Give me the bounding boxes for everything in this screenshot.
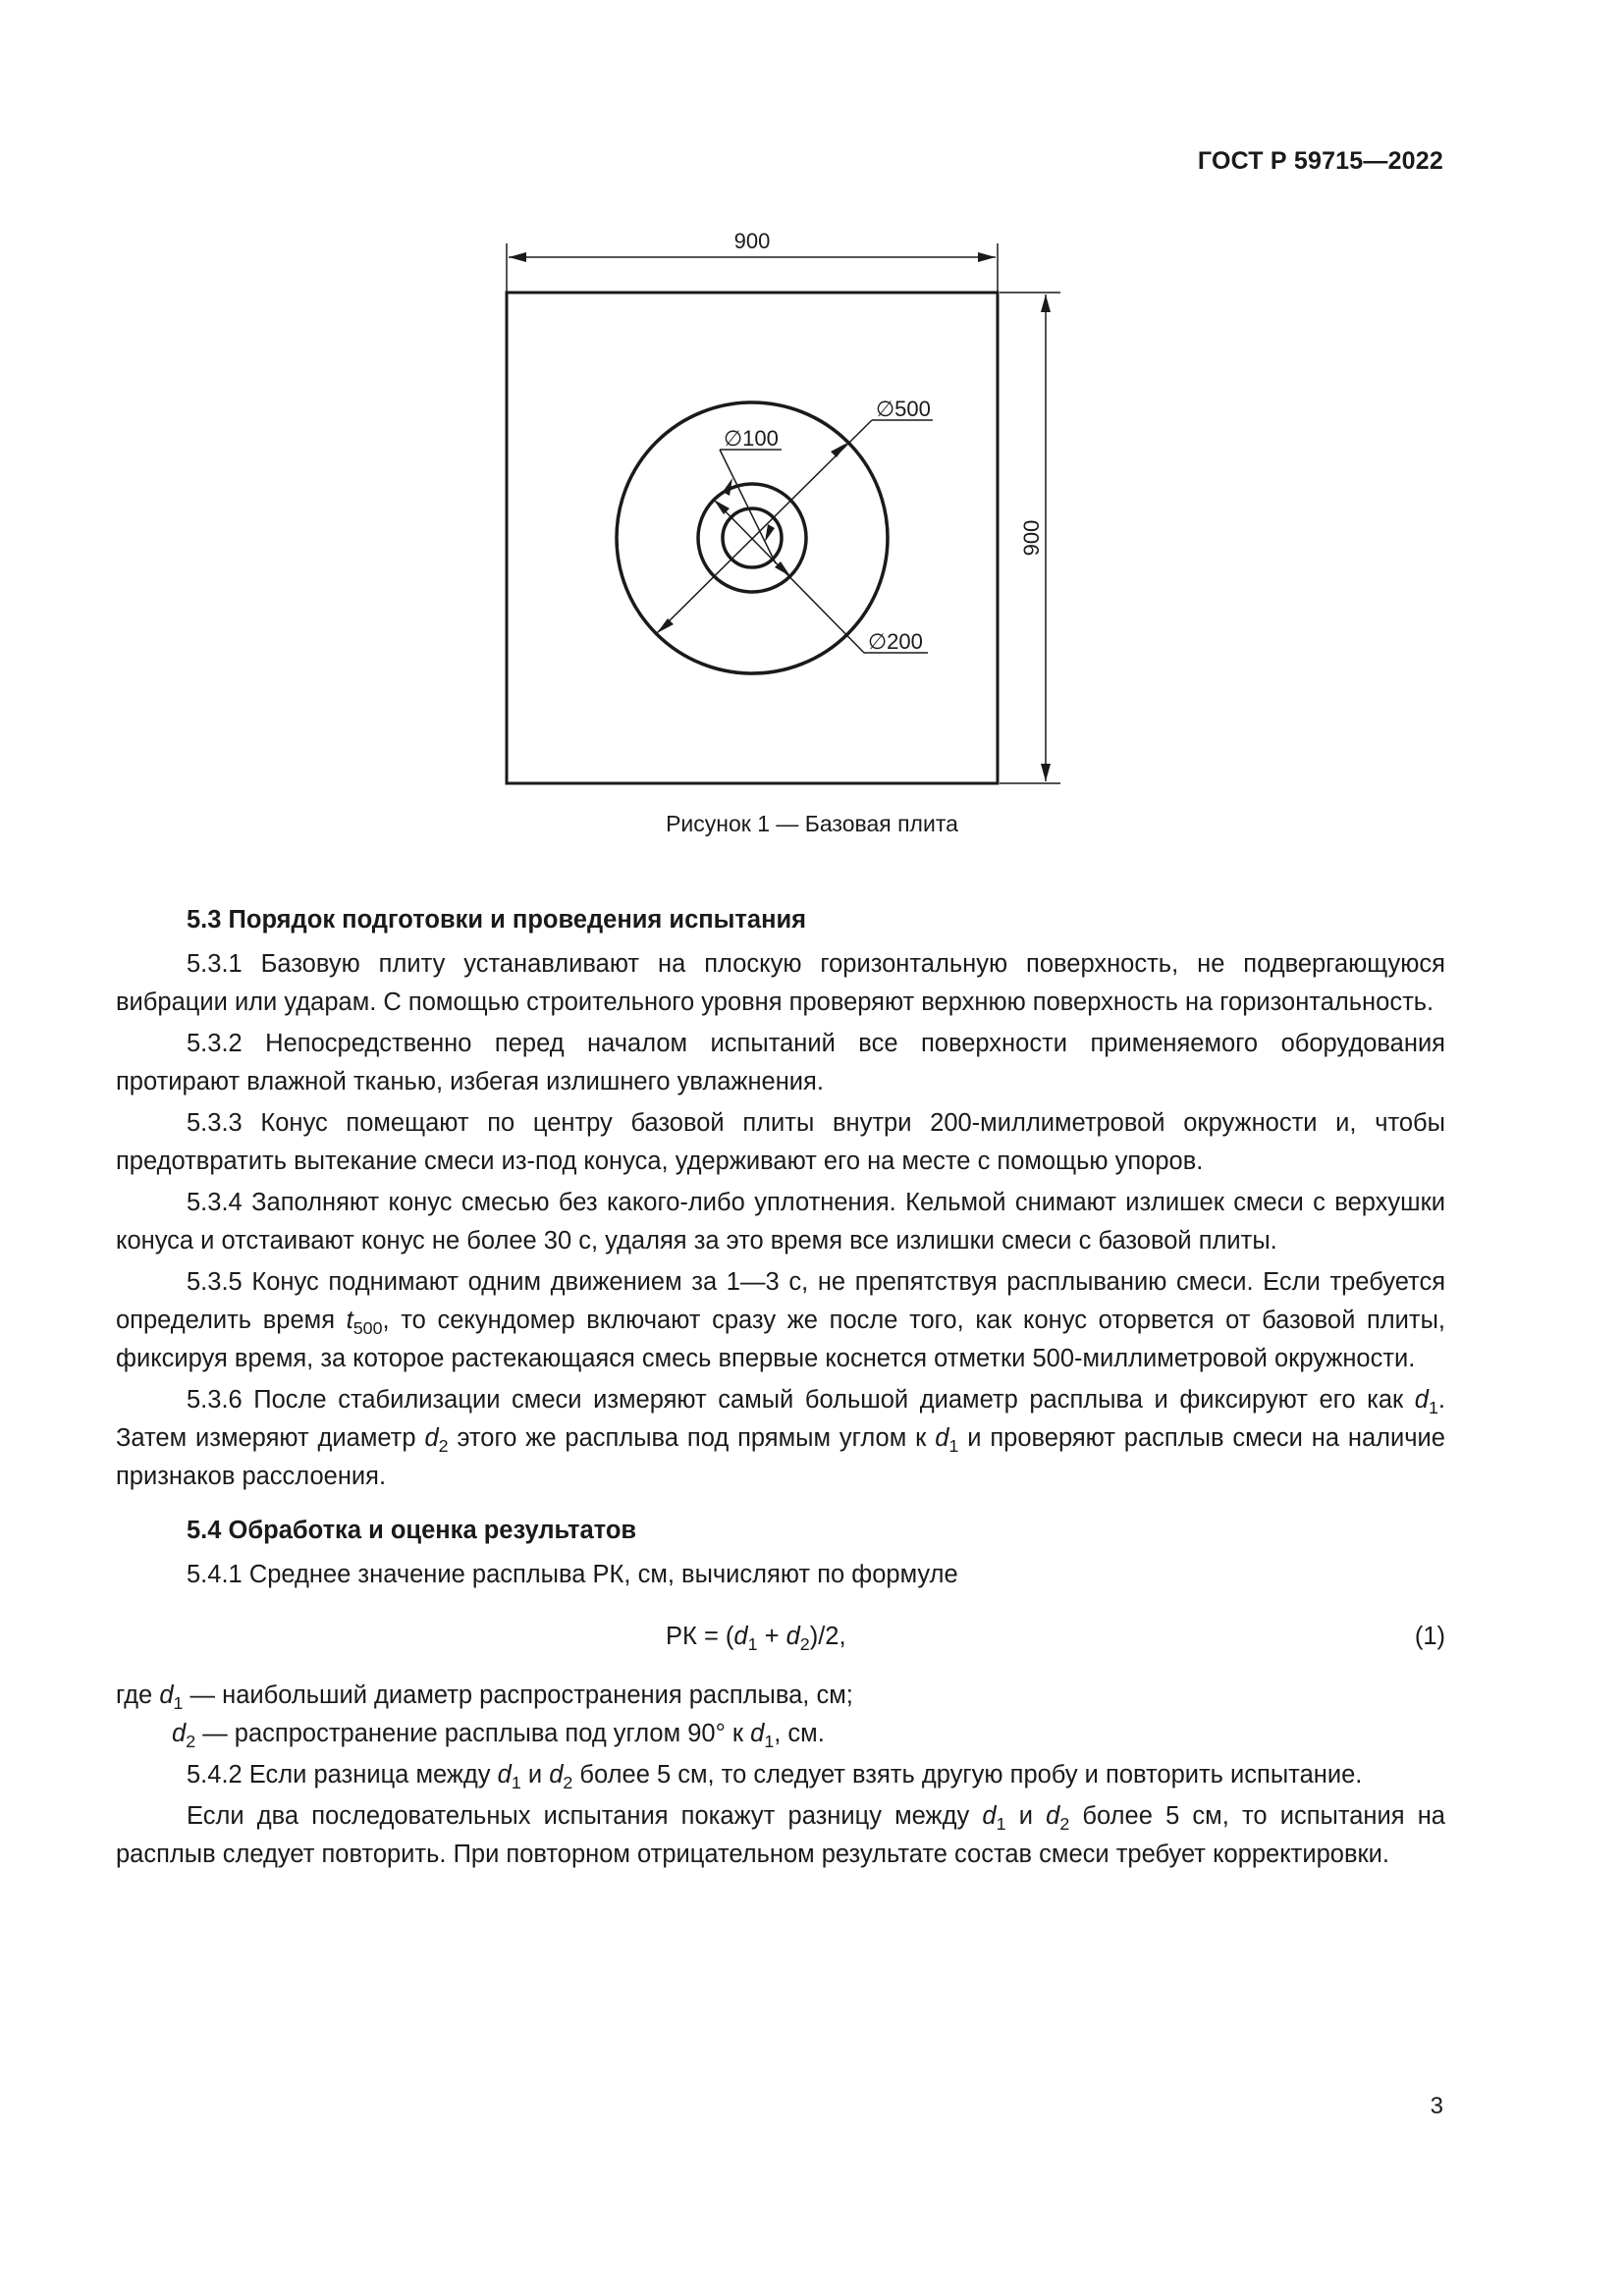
text-segment: 5.3.5 Конус поднимают одним движением за 1—3 с, не препятствуя расплыванию смеси. Если требуется определить время — [116, 1268, 1445, 1334]
d-subscript: 2 — [438, 1436, 449, 1456]
d-subscript: 2 — [1059, 1814, 1070, 1834]
where-line-d2 — [116, 1715, 1445, 1753]
formula-number: (1) — [1414, 1623, 1445, 1650]
formula — [666, 1618, 846, 1656]
figure-caption: Рисунок 1 — Базовая плита — [666, 811, 958, 836]
text-segment: — распространение расплыва под углом 90° к — [195, 1720, 751, 1747]
text-segment: Если два последовательных испытания покажут разницу между — [187, 1802, 983, 1830]
d-subscript: 2 — [186, 1732, 196, 1751]
d-symbol: d — [497, 1761, 512, 1789]
d-subscript: 1 — [511, 1773, 521, 1792]
text-segment: . Затем измеряют диаметр — [116, 1386, 1445, 1452]
d-symbol: d — [785, 1623, 800, 1650]
text-segment: и — [1005, 1802, 1047, 1830]
paragraph-5-3-3: 5.3.3 Конус помещают по центру базовой плиты внутри 200-миллиметровой окружности и, чтобы предотвратить вытекание смеси из-под конуса, удерживают его на месте с помощью упоров. — [116, 1109, 1445, 1175]
d100-leader — [720, 450, 782, 563]
d-subscript: 1 — [764, 1732, 775, 1751]
d-symbol: d — [982, 1802, 997, 1830]
text-segment: более 5 см, то следует взять другую пробу и повторить испытание. — [572, 1761, 1363, 1789]
paragraph-5-3-5 — [116, 1263, 1445, 1378]
paragraph-5-3-4: 5.3.4 Заполняют конус смесью без какого-либо уплотнения. Кельмой снимают излишек смеси с верхушки конуса и отстаивают конус не более 30 с, удаляя за это время все излишки смеси с базовой плиты. — [116, 1189, 1445, 1255]
paragraph-5-3-2: 5.3.2 Непосредственно перед началом испытаний все поверхности применяемого оборудования протирают влажной тканью, избегая излишнего увлажнения. — [116, 1030, 1445, 1095]
d-symbol: d — [1046, 1802, 1060, 1830]
d-symbol: d — [159, 1682, 174, 1709]
d-subscript: 1 — [747, 1634, 758, 1654]
formula-part: )/2, — [809, 1623, 846, 1650]
document-body — [116, 901, 1445, 1877]
document-code: ГОСТ Р 59715—2022 — [1197, 147, 1443, 175]
d-subscript: 2 — [563, 1773, 573, 1792]
d-symbol: d — [733, 1623, 748, 1650]
d-subscript: 1 — [996, 1814, 1006, 1834]
time-subscript: 500 — [352, 1318, 383, 1338]
base-plate-figure — [0, 0, 1624, 785]
d-symbol: d — [935, 1424, 949, 1452]
time-symbol: t — [346, 1307, 353, 1334]
d-symbol: d — [750, 1720, 765, 1747]
text-segment: и проверяют расплыв смеси на наличие признаков расслоения. — [116, 1424, 1445, 1490]
d-subscript: 1 — [1428, 1398, 1438, 1417]
where-prefix: где — [116, 1682, 160, 1709]
d500-label: ∅500 — [876, 397, 931, 421]
d-subscript: 1 — [948, 1436, 959, 1456]
d200-label: ∅200 — [868, 629, 923, 654]
formula-row — [116, 1608, 1445, 1667]
formula-part: РК = ( — [666, 1623, 734, 1650]
paragraph-5-4-1: 5.4.1 Среднее значение расплыва РК, см, вычисляют по формуле — [187, 1561, 958, 1588]
text-segment: 5.4.2 Если разница между — [187, 1761, 498, 1789]
formula-part: + — [757, 1623, 786, 1650]
page-number: 3 — [1430, 2093, 1443, 2119]
section-5-4-title: 5.4 Обработка и оценка результатов — [187, 1517, 637, 1544]
paragraph-5-3-6 — [116, 1381, 1445, 1496]
text-segment: 5.3.6 После стабилизации смеси измеряют самый большой диаметр расплыва и фиксируют его как — [187, 1386, 1415, 1414]
paragraph-5-4-2-cont — [116, 1797, 1445, 1874]
paragraph-5-4-2 — [116, 1756, 1445, 1794]
text-segment: , см. — [774, 1720, 825, 1747]
paragraph-5-3-1: 5.3.1 Базовую плиту устанавливают на плоскую горизонтальную поверхность, не подвергающуюся вибрации или ударам. С помощью строительного уровня проверяют верхнюю поверхность на горизонтальность. — [116, 950, 1445, 1016]
text-segment: — наибольший диаметр распространения расплыва, см; — [183, 1682, 853, 1709]
d-symbol: d — [549, 1761, 564, 1789]
text-segment: и — [520, 1761, 550, 1789]
section-5-3-title: 5.3 Порядок подготовки и проведения испытания — [187, 906, 807, 934]
d-subscript: 2 — [799, 1634, 810, 1654]
d-symbol: d — [424, 1424, 439, 1452]
d-subscript: 1 — [173, 1693, 184, 1713]
d-symbol: d — [172, 1720, 187, 1747]
text-segment: этого же расплыва под прямым углом к — [448, 1424, 936, 1452]
d100-label: ∅100 — [724, 426, 779, 451]
where-line-d1 — [116, 1677, 1445, 1715]
width-label: 900 — [733, 229, 771, 253]
d-symbol: d — [1414, 1386, 1429, 1414]
height-label: 900 — [1019, 519, 1044, 557]
text-segment: более 5 см, то испытания на расплыв следует повторить. При повторном отрицательном результате состав смеси требует корректировки. — [116, 1802, 1445, 1868]
text-segment: , то секундомер включают сразу же после того, как конус оторвется от базовой плиты, фиксируя время, за которое растекающаяся смесь впервые коснется отметки 500-миллиметровой окружности. — [116, 1307, 1445, 1372]
